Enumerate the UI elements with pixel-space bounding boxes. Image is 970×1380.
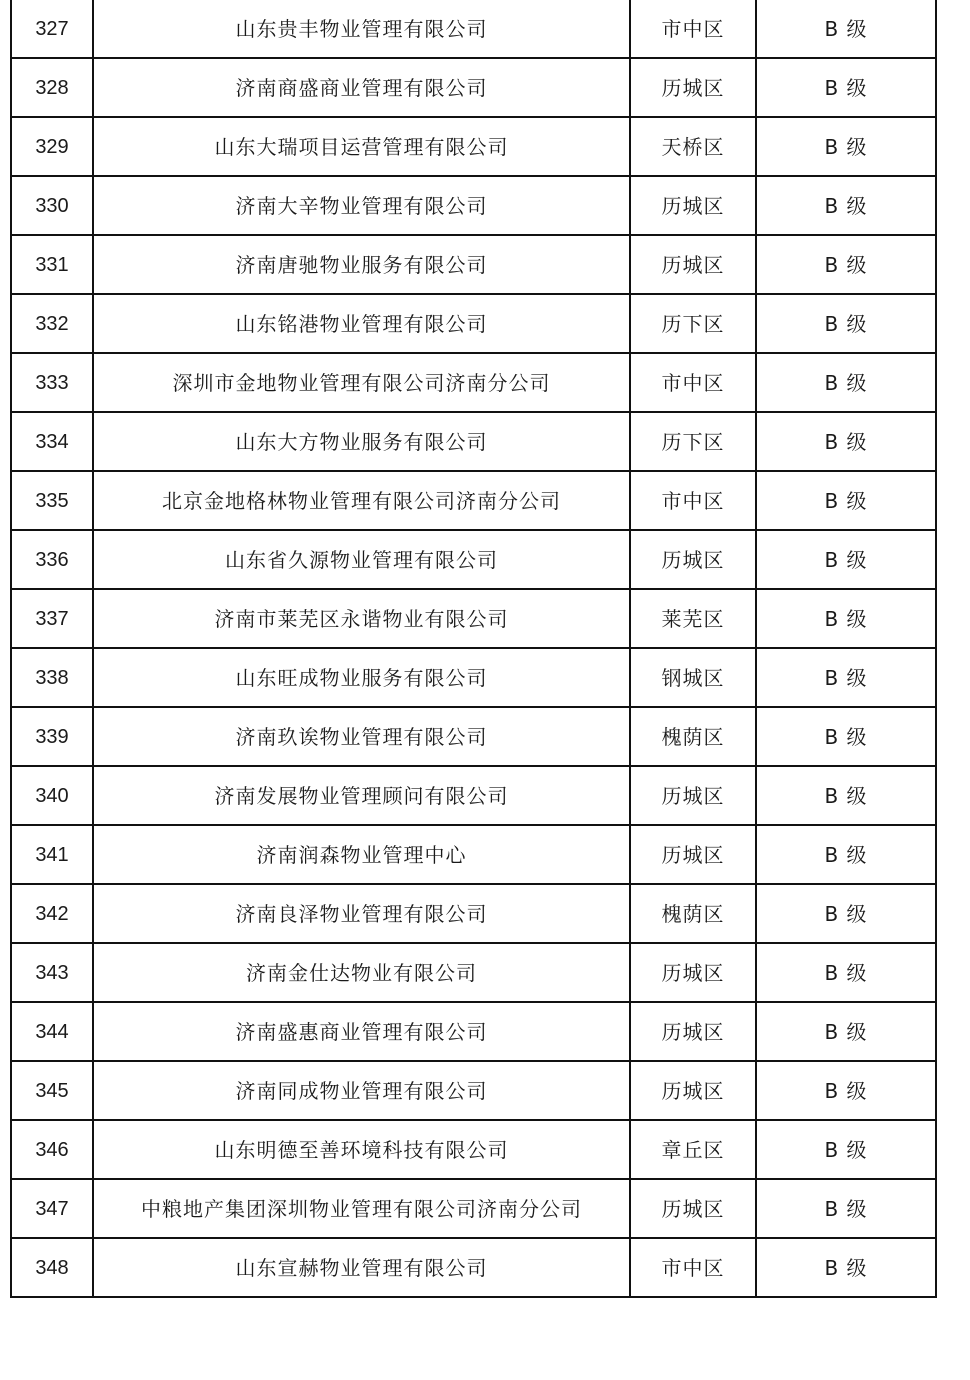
grade-cell: B 级 [756, 412, 936, 471]
table-row [11, 766, 936, 825]
district-cell: 历下区 [630, 294, 756, 353]
district-cell: 市中区 [630, 0, 756, 58]
company-name-cell: 济南同成物业管理有限公司 [93, 1061, 630, 1120]
district-cell: 历城区 [630, 766, 756, 825]
table-row [11, 294, 936, 353]
row-number-cell: 348 [11, 1238, 93, 1297]
district-cell: 历城区 [630, 176, 756, 235]
table-row [11, 471, 936, 530]
table-row [11, 58, 936, 117]
company-name-cell: 山东大方物业服务有限公司 [93, 412, 630, 471]
district-cell: 历城区 [630, 825, 756, 884]
district-cell: 槐荫区 [630, 707, 756, 766]
table-row [11, 825, 936, 884]
table-row [11, 1179, 936, 1238]
row-number-cell: 329 [11, 117, 93, 176]
table-row [11, 353, 936, 412]
table-row [11, 884, 936, 943]
row-number-cell: 327 [11, 0, 93, 58]
grade-cell: B 级 [756, 825, 936, 884]
district-cell: 市中区 [630, 1238, 756, 1297]
district-cell: 天桥区 [630, 117, 756, 176]
row-number-cell: 347 [11, 1179, 93, 1238]
company-name-cell: 济南市莱芜区永谐物业有限公司 [93, 589, 630, 648]
row-number-cell: 340 [11, 766, 93, 825]
table-row [11, 707, 936, 766]
grade-cell: B 级 [756, 1061, 936, 1120]
grade-cell: B 级 [756, 1238, 936, 1297]
grade-cell: B 级 [756, 648, 936, 707]
table-row [11, 648, 936, 707]
company-name-cell: 中粮地产集团深圳物业管理有限公司济南分公司 [93, 1179, 630, 1238]
company-name-cell: 济南大辛物业管理有限公司 [93, 176, 630, 235]
grade-cell: B 级 [756, 353, 936, 412]
row-number-cell: 334 [11, 412, 93, 471]
row-number-cell: 333 [11, 353, 93, 412]
document-page [10, 0, 935, 1298]
district-cell: 历城区 [630, 1061, 756, 1120]
district-cell: 市中区 [630, 353, 756, 412]
district-cell: 槐荫区 [630, 884, 756, 943]
district-cell: 历城区 [630, 1002, 756, 1061]
district-cell: 历城区 [630, 530, 756, 589]
row-number-cell: 343 [11, 943, 93, 1002]
table-row [11, 412, 936, 471]
company-name-cell: 北京金地格林物业管理有限公司济南分公司 [93, 471, 630, 530]
table-row [11, 0, 936, 58]
grade-cell: B 级 [756, 884, 936, 943]
row-number-cell: 331 [11, 235, 93, 294]
company-name-cell: 济南发展物业管理顾问有限公司 [93, 766, 630, 825]
grade-cell: B 级 [756, 943, 936, 1002]
company-name-cell: 山东贵丰物业管理有限公司 [93, 0, 630, 58]
company-name-cell: 济南唐驰物业服务有限公司 [93, 235, 630, 294]
table-row [11, 1002, 936, 1061]
table-body [11, 0, 936, 1297]
district-cell: 莱芜区 [630, 589, 756, 648]
grade-cell: B 级 [756, 1120, 936, 1179]
company-name-cell: 山东宣赫物业管理有限公司 [93, 1238, 630, 1297]
row-number-cell: 335 [11, 471, 93, 530]
row-number-cell: 336 [11, 530, 93, 589]
grade-cell: B 级 [756, 176, 936, 235]
grade-cell: B 级 [756, 471, 936, 530]
row-number-cell: 328 [11, 58, 93, 117]
grade-cell: B 级 [756, 117, 936, 176]
grade-cell: B 级 [756, 707, 936, 766]
row-number-cell: 346 [11, 1120, 93, 1179]
table-row [11, 943, 936, 1002]
district-cell: 历城区 [630, 1179, 756, 1238]
grade-cell: B 级 [756, 294, 936, 353]
grade-cell: B 级 [756, 1179, 936, 1238]
grade-cell: B 级 [756, 589, 936, 648]
company-name-cell: 深圳市金地物业管理有限公司济南分公司 [93, 353, 630, 412]
table-row [11, 176, 936, 235]
grade-cell: B 级 [756, 0, 936, 58]
company-name-cell: 济南玖诶物业管理有限公司 [93, 707, 630, 766]
table-row [11, 235, 936, 294]
row-number-cell: 344 [11, 1002, 93, 1061]
district-cell: 钢城区 [630, 648, 756, 707]
district-cell: 历城区 [630, 943, 756, 1002]
row-number-cell: 339 [11, 707, 93, 766]
company-name-cell: 山东明德至善环境科技有限公司 [93, 1120, 630, 1179]
company-name-cell: 山东省久源物业管理有限公司 [93, 530, 630, 589]
district-cell: 市中区 [630, 471, 756, 530]
row-number-cell: 332 [11, 294, 93, 353]
table-row [11, 530, 936, 589]
row-number-cell: 330 [11, 176, 93, 235]
row-number-cell: 342 [11, 884, 93, 943]
property-company-grade-table [10, 0, 937, 1298]
district-cell: 历城区 [630, 235, 756, 294]
district-cell: 章丘区 [630, 1120, 756, 1179]
grade-cell: B 级 [756, 235, 936, 294]
district-cell: 历下区 [630, 412, 756, 471]
company-name-cell: 济南金仕达物业有限公司 [93, 943, 630, 1002]
company-name-cell: 山东大瑞项目运营管理有限公司 [93, 117, 630, 176]
grade-cell: B 级 [756, 58, 936, 117]
grade-cell: B 级 [756, 766, 936, 825]
grade-cell: B 级 [756, 530, 936, 589]
district-cell: 历城区 [630, 58, 756, 117]
grade-cell: B 级 [756, 1002, 936, 1061]
row-number-cell: 337 [11, 589, 93, 648]
company-name-cell: 山东旺成物业服务有限公司 [93, 648, 630, 707]
row-number-cell: 338 [11, 648, 93, 707]
table-row [11, 1238, 936, 1297]
company-name-cell: 山东铭港物业管理有限公司 [93, 294, 630, 353]
row-number-cell: 345 [11, 1061, 93, 1120]
company-name-cell: 济南商盛商业管理有限公司 [93, 58, 630, 117]
table-row [11, 589, 936, 648]
table-row [11, 117, 936, 176]
row-number-cell: 341 [11, 825, 93, 884]
company-name-cell: 济南良泽物业管理有限公司 [93, 884, 630, 943]
table-row [11, 1061, 936, 1120]
company-name-cell: 济南盛惠商业管理有限公司 [93, 1002, 630, 1061]
table-row [11, 1120, 936, 1179]
company-name-cell: 济南润森物业管理中心 [93, 825, 630, 884]
